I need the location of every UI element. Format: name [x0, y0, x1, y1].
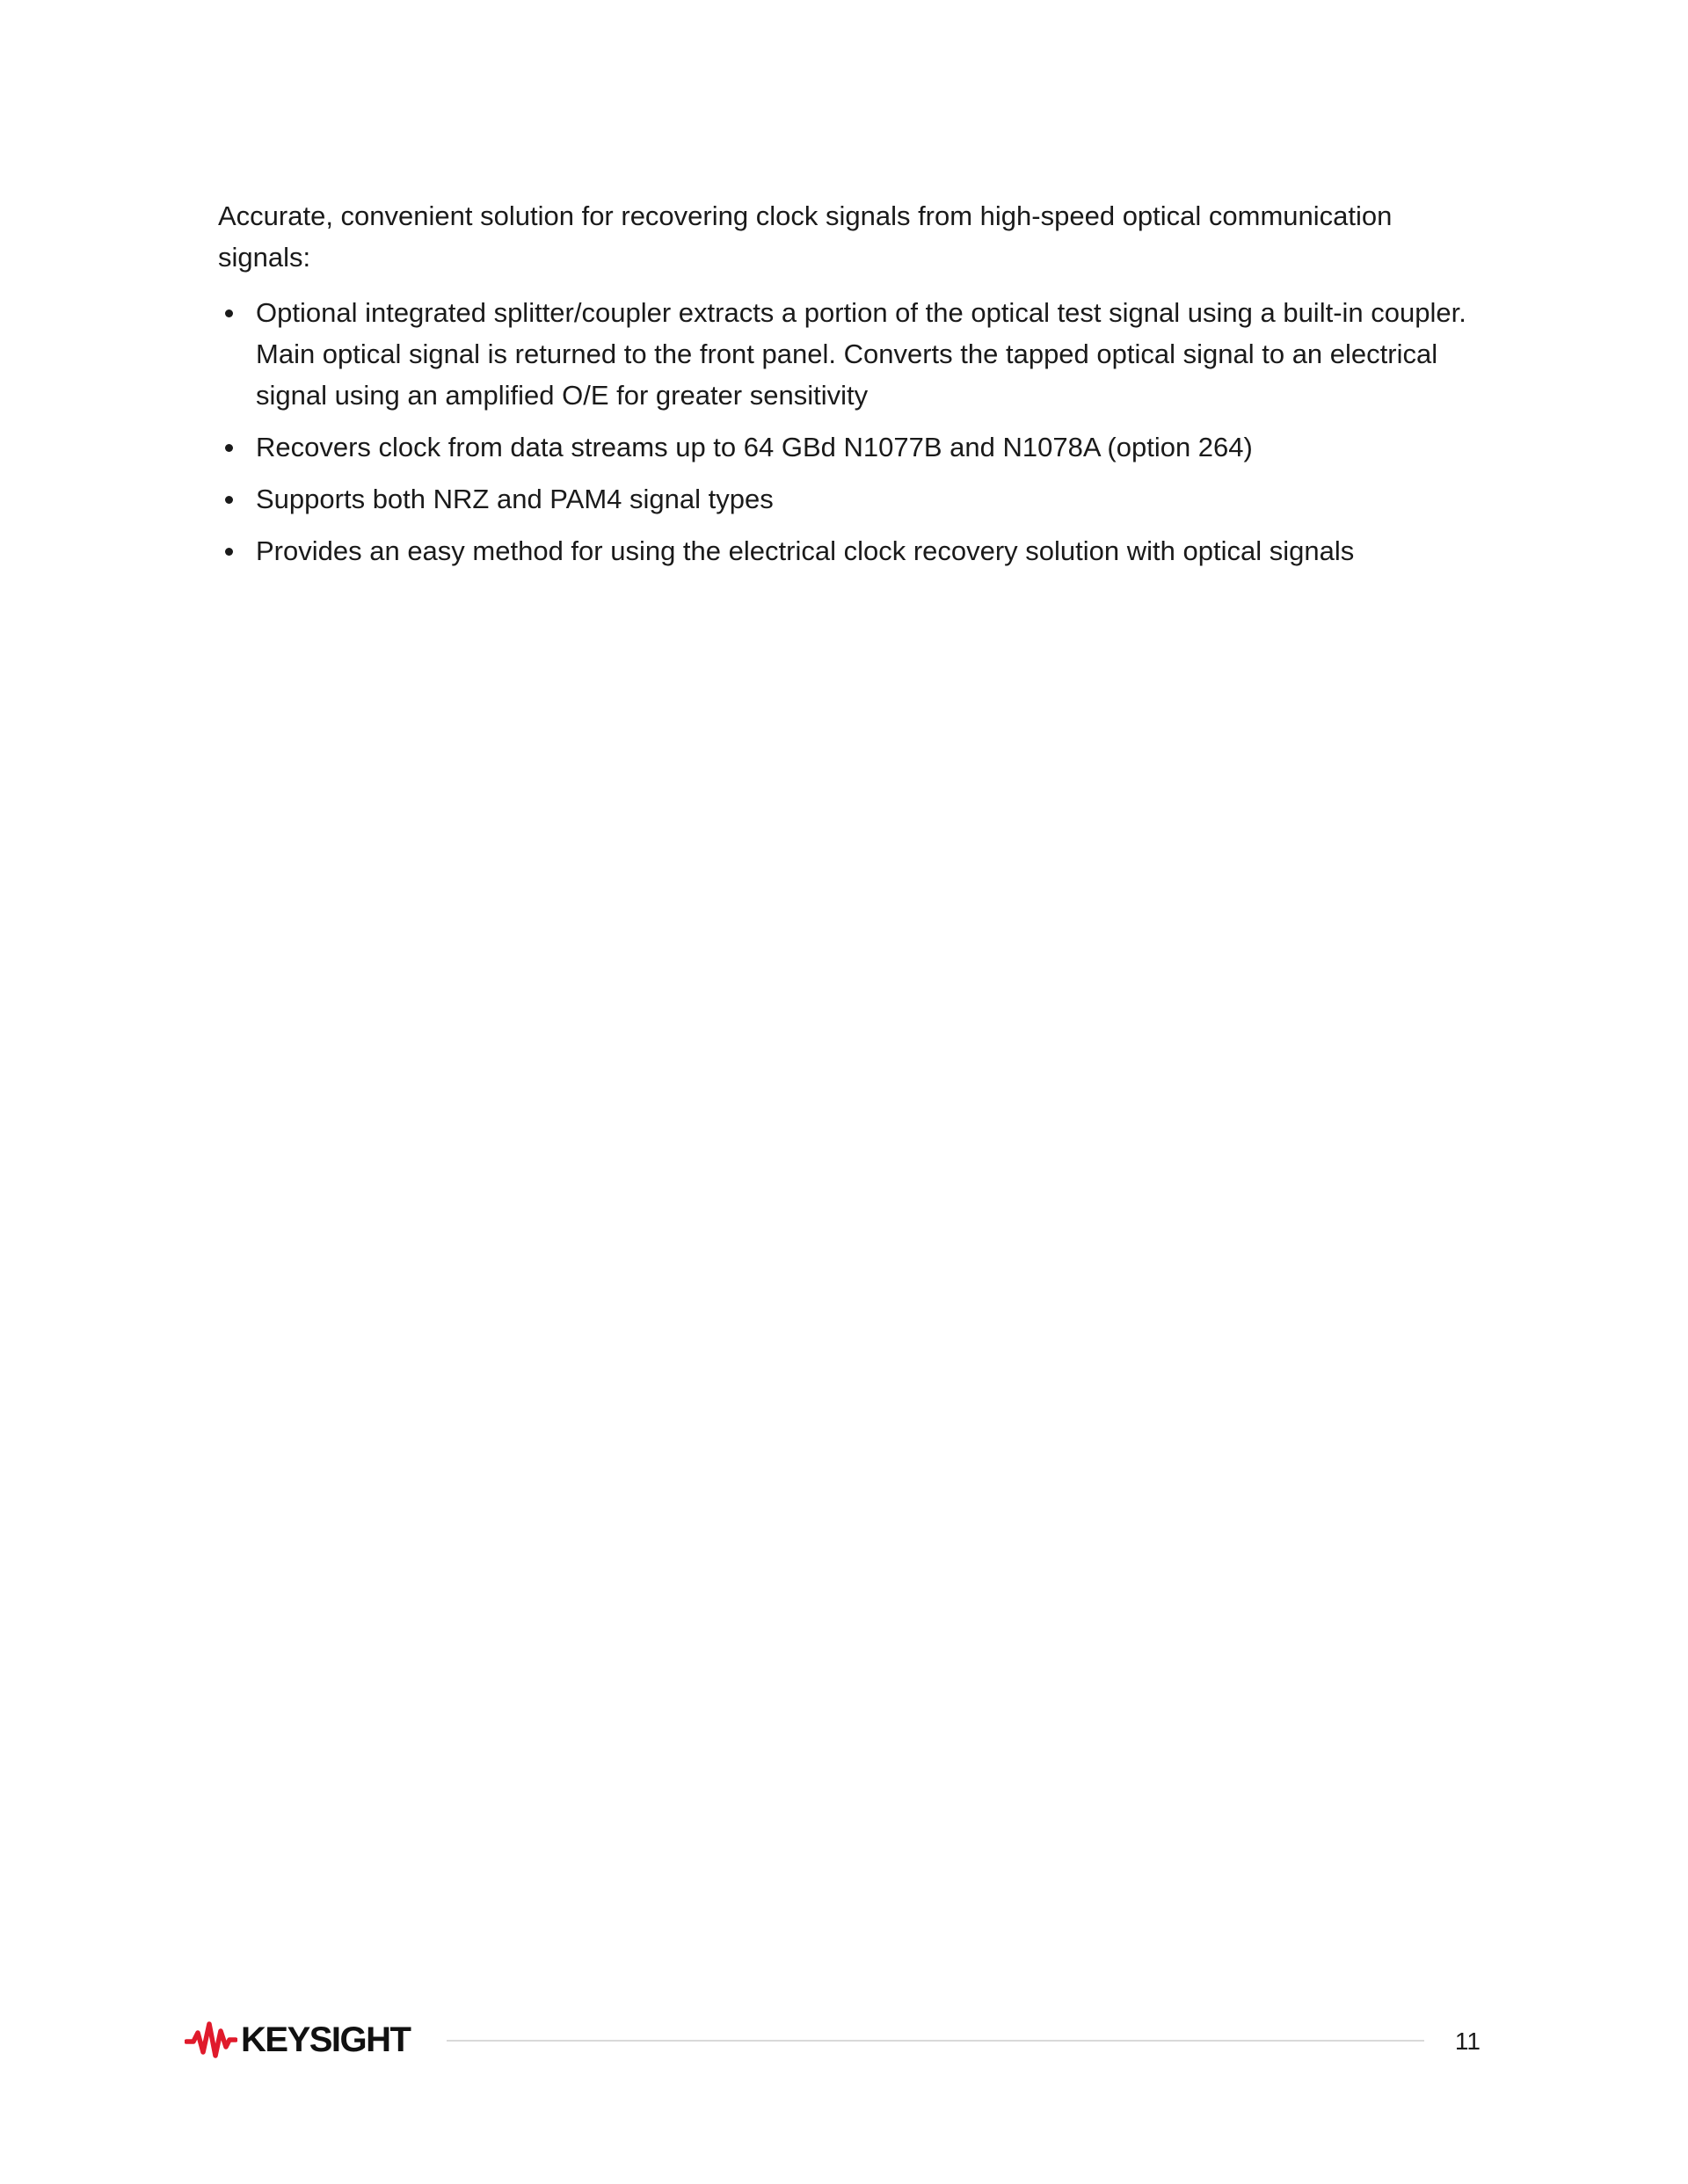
intro-paragraph: Accurate, convenient solution for recovering clock signals from high-speed optical communication signals: — [218, 200, 1393, 273]
list-item-text: Recovers clock from data streams up to 64 GBd N1077B and N1078A (option 264) — [256, 432, 1253, 462]
keysight-wave-icon — [185, 2019, 237, 2061]
logo-wordmark: KEYSIGHT — [241, 2020, 411, 2059]
list-item-text: Supports both NRZ and PAM4 signal types — [256, 484, 774, 514]
footer-divider — [447, 2040, 1424, 2042]
bullet-icon — [225, 309, 233, 317]
bullet-icon — [225, 496, 233, 504]
page-footer — [185, 2013, 1486, 2066]
feature-list — [218, 292, 1484, 571]
page-body — [218, 195, 1484, 582]
list-item-text: Provides an easy method for using the electrical clock recovery solution with optical signals — [256, 535, 1355, 566]
list-item — [218, 292, 1484, 416]
page-number: 11 — [1454, 2027, 1481, 2055]
list-item — [218, 426, 1484, 468]
list-item — [218, 530, 1484, 571]
bullet-icon — [225, 548, 233, 556]
bullet-icon — [225, 444, 233, 452]
list-item — [218, 478, 1484, 520]
list-item-text: Optional integrated splitter/coupler extracts a portion of the optical test signal using a built-in coupler. Main optical signal is returned to the front panel. Converts the tapped optical signal to an electrical signal using an amplified O/E for greater sensitivity — [256, 297, 1466, 411]
keysight-logo — [185, 2019, 410, 2061]
